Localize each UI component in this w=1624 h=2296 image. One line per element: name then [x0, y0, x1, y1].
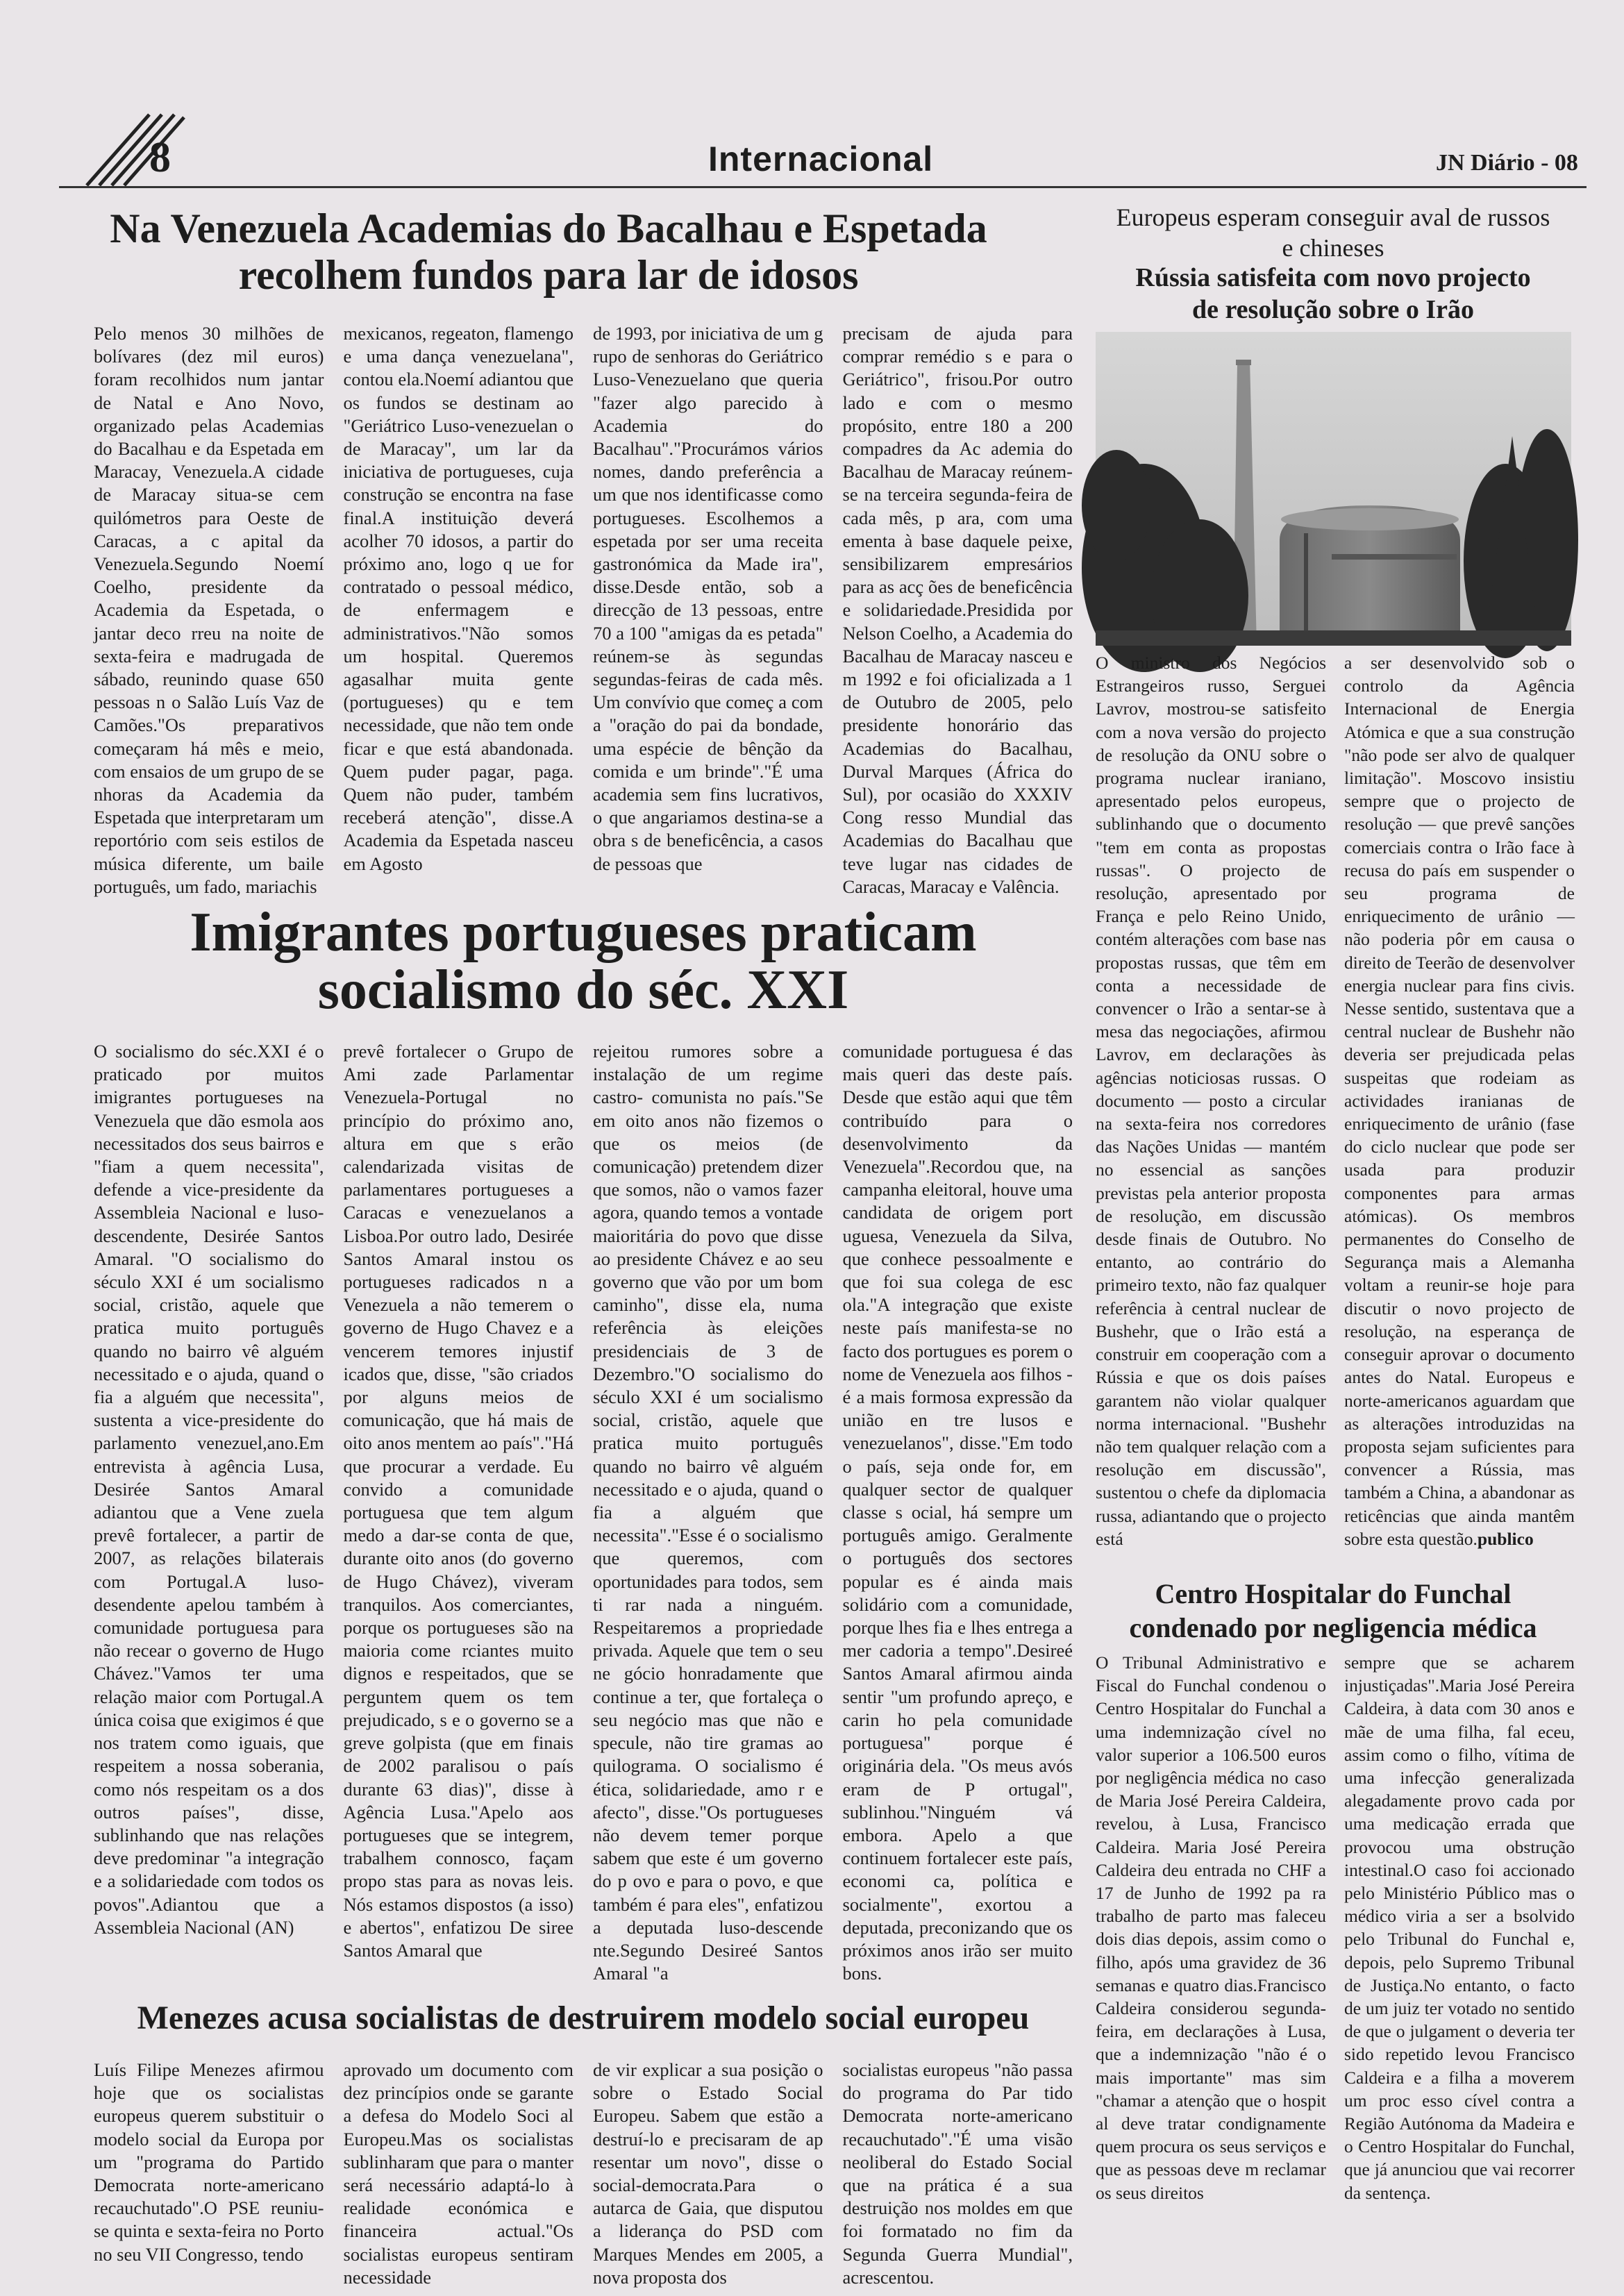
russia-column-text: a ser desenvolvido sob o controlo da Agência Internacional de Energia Atómica e que a sua construção "não pode ser alvo de qualquer limitação". Moscovo insistiu sempre que o projecto de resolução — que prevê sanções comerciais contra o Irão face à recusa do país em suspender o seu programa de enriquecimento de urânio — não poderia pôr em causa o direito de Teerão de desenvolver energia nuclear para fins civis. Nesse sentido, sustentava que a central nuclear de Bushehr não deveria ser prejudicada pelas suspeitas que rodeiam as actividades iranianas de enriquecimento de urânio (fase do ciclo nuclear que pode ser usada para produzir componentes para armas atómicas). Os membros permanentes do Conselho de Segurança mais a Alemanha voltam a reunir-se hoje para discutir o novo projecto de resolução, na esperança de conseguir aprovar o documento antes do Natal. Europeus e norte-americanos aguardam que as alterações introduzidas na proposta sejam suficientes para convencer a Rússia, mas também a China, a abandonar as reticências que ainda mantêm sobre esta questão.: [1344, 653, 1575, 1549]
imigrantes-column: prevê fortalecer o Grupo de Ami zade Parlamentar Venezuela-Portugal no princípio do próximo ano, altura em que s erão calendarizada visitas de parlamentares portugueses a Caracas e venezuelanos a Lisboa.Por outro lado, Desirée Santos Amaral instou os portugueses radicados n a Venezuela a não temerem o governo de Hugo Chavez e a vencerem temores injustif icados que, disse, "são criados por alguns meios de comunicação, que há mais de oito anos mentem ao país"."Há que procurar a verdade. Eu convido a comunidade portuguesa que tem algum medo a dar-se conta de que, durante oito anos (do governo de Hugo Chávez), viveram tranquilos. Aos comerciantes, porque os portugueses são na maioria come rciantes muito dignos e respeitados, que se perguntem quem os tem prejudicado, s e o governo se a greve golpista (que em finais de 2002 paralisou o país durante 63 dias)", disse à Agência Lusa."Apelo aos portugueses que se integrem, trabalhem connosco, façam propo stas para as novas leis. Nós estamos dispostos (a isso) e abertos", enfatizou De siree Santos Amaral que: [343, 1041, 574, 1961]
imigrantes-headline-line-1: Imigrantes portugueses praticam: [190, 902, 977, 963]
menezes-body: [94, 2059, 1073, 2288]
russia-column: O ministro dos Negócios Estrangeiros russo, Serguei Lavrov, mostrou-se satisfeito com a nova versão do projecto de resolução da ONU sobre o programa nuclear iraniano, apresentado pelos europeus, sublinhando que o documento "tem em conta as propostas russas". O projecto de resolução, apresentado por França e pelo Reino Unido, contém alterações com base nas propostas russas, que têm em conta a necessidade de convencer o Irão a sentar-se à mesa das negociações, afirmou Lavrov, em declarações às agências noticiosas russas. O documento — posto a circular na sexta-feira nos corredores das Nações Unidas — mantém no essencial as sanções previstas pela anterior proposta de resolução, em discussão desde finais de Outubro. No entanto, ao contrário do primeiro texto, não faz qualquer referência à central nuclear de Bushehr, que o Irão está a construir em cooperação com a Rússia e que os dois países garantem não violar qualquer norma internacional. "Bushehr não tem qualquer relação com a resolução em discussão", sustentou o chefe da diplomacia russa, adiantando que o projecto está: [1096, 653, 1326, 1549]
menezes-headline: Menezes acusa socialistas de destruirem modelo social europeu: [137, 2000, 1030, 2036]
funchal-body: [1096, 1651, 1575, 2262]
edition-label: JN Diário - 08: [1436, 150, 1578, 176]
russia-kicker-line-2: e chineses: [1282, 233, 1384, 262]
nuclear-plant-photo: [1096, 332, 1571, 646]
bacalhau-headline-line-2: recolhem fundos para lar de idosos: [238, 252, 859, 299]
menezes-column: aprovado um documento com dez princípios onde se garante a defesa do Modelo Soci al Europeu.Mas os socialistas sublinharam que para o manter será necessário adaptá-lo à realidade económica e financeira actual."Os socialistas europeus sentiram necessidade: [343, 2059, 574, 2288]
header-rule: [59, 186, 1587, 188]
menezes-column: de vir explicar a sua posição o sobre o Estado Social Europeu. Sabem que estão a destruí-lo e precisaram de ap resentar um novo", disse o social-democrata.Para o autarca de Gaia, que disputou a liderança do PSD com Marques Mendes em 2005, a nova proposta dos: [593, 2059, 823, 2288]
bacalhau-body: [94, 322, 1073, 898]
imigrantes-column: O socialismo do séc.XXI é o praticado por muitos imigrantes portugueses na Venezuela que dão esmola aos necessitados dos seus bairros e "fiam a quem necessita", defende a vice-presidente da Assembleia Nacional e luso-descendente, Desirée Santos Amaral. "O socialismo do século XXI é um socialismo social, cristão, aquele que pratica muito português quando no bairro vê alguém necessitado e o ajuda, quand o fia a alguém que necessita", sustenta a vice-presidente do parlamento venezuel,ano.Em entrevista à agência Lusa, Desirée Santos Amaral adiantou que a Vene zuela prevê fortalecer, a partir de 2007, as relações bilaterais com Portugal.A luso-desendente apelou também à comunidade portuguesa para não recear o governo de Hugo Chávez."Vamos ter uma relação maior com Portugal.A única coisa que exigimos é que nos tratem como iguais, que respeitem a nossa soberania, como nós respeitam os a dos outros países", disse, sublinhando que nas relações deve predominar "a integração e a solidariedade com todos os povos".Adiantou que a Assembleia Nacional (AN): [94, 1041, 324, 1938]
funchal-headline: [1094, 1577, 1573, 1645]
russia-column: [1344, 651, 1575, 1568]
funchal-headline-line-1: Centro Hospitalar do Funchal: [1155, 1578, 1512, 1609]
russia-kicker: [1094, 203, 1573, 264]
russia-kicker-line-1: Europeus esperam conseguir aval de russos: [1116, 203, 1550, 231]
funchal-column: O Tribunal Administrativo e Fiscal do Funchal condenou o Centro Hospitalar do Funchal a uma indemnização cível no valor superior a 106.500 euros por negligência médica no caso de Maria José Pereira Caldeira, revelou, à Lusa, Francisco Caldeira. Maria José Pereira Caldeira deu entrada no CHF a 17 de Junho de 1992 pa ra trabalho de parto mas faleceu dois dias depois, assim como o filho, após uma gravidez de 36 semanas e quatro dias.Francisco Caldeira considerou segunda-feira, em declarações à Lusa, que a indemnização "não é o mais importante" mas sim "chamar a atenção que o hospit al deve tratar condignamente quem procura os seus serviços e que as pessoas deve m reclamar os seus direitos: [1096, 1652, 1326, 2203]
bacalhau-column: precisam de ajuda para comprar remédio s e para o Geriátrico", frisou.Por outro lado e com o mesmo propósito, entre 180 a 200 compadres da Ac ademia do Bacalhau de Maracay reúnem-se na terceira segunda-feira de cada mês, p ara, com uma ementa à base daquele peixe, sensibilizarem empresários para as acç ões de beneficência e solidariedade.Presidida por Nelson Coelho, a Academia do Bacalhau de Maracay nasceu e m 1992 e foi oficializada a 1 de Outubro de 2005, pelo presidente honorário das Academias do Bacalhau, Durval Marques (África do Sul), por ocasião do XXXIV Cong resso Mundial das Academias do Bacalhau que teve lugar nas cidades de Caracas, Maracay e Valência.: [842, 323, 1073, 897]
russia-source: publico: [1477, 1528, 1534, 1549]
menezes-column: socialistas europeus "não passa do programa do Par tido Democrata norte-americano recauchutado"."É uma visão neoliberal do Estado Social que na prática é a sua destruição nos moldes em que foi formatado no fim da Segunda Guerra Mundial", acrescentou.: [842, 2059, 1073, 2288]
bacalhau-column: Pelo menos 30 milhões de bolívares (dez mil euros) foram recolhidos num jantar de Natal e Ano Novo, organizado pelas Academias do Bacalhau e da Espetada em Maracay, Venezuela.A cidade de Maracay situa-se cem quilómetros para Oeste de Caracas, a c apital da Venezuela.Segundo Noemí Coelho, presidente da Academia da Espetada, o jantar deco rreu na noite de sexta-feira e madrugada de sábado, reunindo quase 650 pessoas n o Salão Luís Vaz de Camões."Os preparativos começaram há mês e meio, com ensaios de um grupo de se nhoras da Academia da Espetada que interpretaram um reportório com seis estilos de música diferente, um baile português, um fado, mariachis: [94, 323, 324, 897]
bacalhau-headline-line-1: Na Venezuela Academias do Bacalhau e Espetada: [110, 206, 987, 251]
bacalhau-headline: [87, 206, 1010, 299]
menezes-column: Luís Filipe Menezes afirmou hoje que os socialistas europeus querem substituir o modelo social da Europa por um "programa do Partido Democrata norte-americano recauchutado".O PSE reuniu-se quinta e sexta-feira no Porto no seu VII Congresso, tendo: [94, 2059, 324, 2265]
imigrantes-column: rejeitou rumores sobre a instalação de um regime castro- comunista no país."Se em oito anos não fizemos o que os meios (de comunicação) pretendem dizer que somos, não o vamos fazer agora, quando temos a vontade maioritária do povo que disse ao presidente Chávez e ao seu governo que vão por um bom caminho", disse ela, numa referência às eleições presidenciais de 3 de Dezembro."O socialismo do século XXI é um socialismo social, cristão, aquele que pratica muito português quando no bairro vê alguém necessitado e o ajuda, quand o fia a alguém que necessita"."Esse é o socialismo que queremos, com oportunidades para todos, sem ti rar nada a ninguém. Respeitaremos a propriedade privada. Aquele que tem o seu ne gócio honradamente que continue a ter, que fortaleça o seu negócio mas que não e specule, não tire gramas ao quilograma. O socialismo é ética, solidariedade, amo r e afecto", disse."Os portugueses não devem temer porque sabem que este é um governo do p ovo e para o povo, e que também é para eles", enfatizou a deputada luso-descende nte.Segundo Desireé Santos Amaral "a: [593, 1041, 823, 1984]
imigrantes-body: [94, 1040, 1073, 1988]
section-title: Internacional: [708, 140, 934, 178]
russia-headline: [1094, 262, 1573, 326]
imigrantes-headline-line-2: socialismo do séc. XXI: [317, 960, 849, 1021]
funchal-column: sempre que se acharem injustiçadas".Maria José Pereira Caldeira, à data com 30 anos e mãe de uma filha, fal eceu, assim como o filho, vítima de uma infecção generalizada alegadamente provo cada por uma medicação errada que provocou uma obstrução intestinal.O caso foi accionado pelo Ministério Público mas o médico viria a ser a bsolvido pelo Tribunal do Funchal e, depois, pelo Supremo Tribunal de Justiça.No entanto, o facto de um juiz ter votado no sentido de que o julgament o deveria ter sido repetido levou Francisco Caldeira e a filha a moverem um proc esso cível contra a Região Autónoma da Madeira e o Centro Hospitalar do Funchal, que já anunciou que vai recorrer da sentença.: [1344, 1652, 1575, 2203]
page-number: 8: [149, 134, 171, 181]
russia-headline-line-2: de resolução sobre o Irão: [1191, 294, 1474, 324]
bacalhau-column: de 1993, por iniciativa de um g rupo de senhoras do Geriátrico Luso-Venezuelano que queria "fazer algo parecido à Academia do Bacalhau"."Procurámos vários nomes, dando preferência a um que nos identificasse como portugueses. Escolhemos a espetada por ser uma receita gastronómica da Made ira", disse.Desde então, sob a direcção de 13 pessoas, entre 70 a 100 "amigas da es petada" reúnem-se às segundas segundas-feiras de cada mês. Um convívio que começ a com a "oração do pai da bondade, uma espécie de bênção da comida e um brinde"."É uma academia sem fins lucrativos, o que angariamos destina-se a obra s de beneficência, a casos de pessoas que: [593, 323, 823, 874]
imigrantes-column: comunidade portuguesa é das mais queri das deste país. Desde que estão aqui que têm contribuído para o desenvolvimento da Venezuela".Recordou que, na campanha eleitoral, houve uma candidata de origem port uguesa, Venezuela da Silva, que conhece pessoalmente e que foi sua colega de esc ola."A integração que existe neste país manifesta-se no facto dos portugues es porem o nome de Venezuela aos filhos - é a mais formosa expressão da união en tre lusos e venezuelanos", disse."Em todo o país, seja onde for, em qualquer sector de qualquer classe s ocial, há sempre um português amigo. Geralmente o português dos sectores popular es é ainda mais solidário com a comunidade, porque lhes fia e lhes entrega a mer cadoria a tempo".Desireé Santos Amaral afirmou ainda sentir "um profundo apreço, e carin ho pela comunidade portuguesa" porque é originária dela. "Os meus avós eram de P ortugal", sublinhou."Ninguém vá embora. Apelo a que continuem fortalecer este país, economi ca, política e socialmente", exortou a deputada, preconizando que os próximos anos irão ser muito bons.: [842, 1041, 1073, 1984]
imigrantes-headline: [94, 904, 1073, 1019]
russia-body: [1096, 651, 1575, 1568]
bacalhau-column: mexicanos, regeaton, flamengo e uma dança venezuelana", contou ela.Noemí adiantou que os fundos se destinam ao "Geriátrico Luso-venezuelan o de Maracay", um lar da iniciativa de portugueses, cuja construção se encontra na fase final.A instituição deverá acolher 70 idosos, a partir do próximo ano, logo q ue for contratado o pessoal médico, de enfermagem e administrativos."Não somos um hospital. Queremos agasalhar muita gente (portugueses) qu e tem necessidade, que não tem onde ficar e que está abandonada. Quem puder pagar, paga. Quem não puder, também receberá atenção", disse.A Academia da Espetada nasceu em Agosto: [343, 323, 574, 874]
russia-headline-line-1: Rússia satisfeita com novo projecto: [1135, 263, 1531, 292]
funchal-headline-line-2: condenado por negligencia médica: [1129, 1611, 1537, 1643]
